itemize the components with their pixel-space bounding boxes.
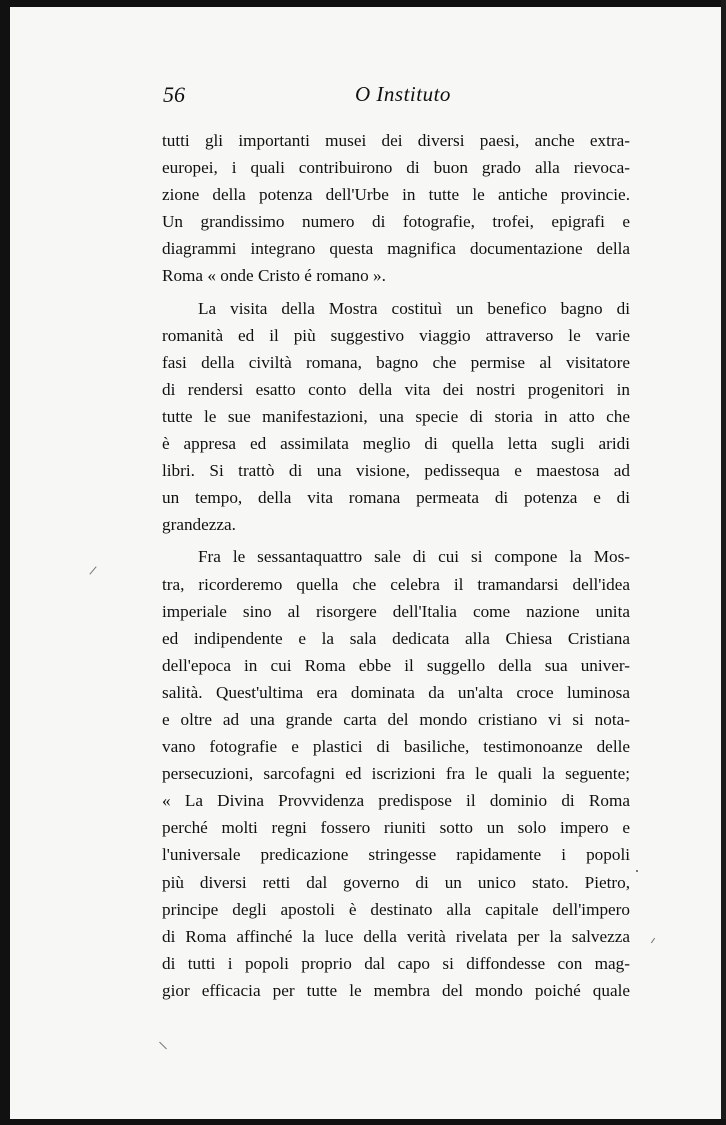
paragraph bbox=[162, 543, 630, 1004]
text-line: imperiale sino al risorgere dell'Italia come nazione unita bbox=[162, 601, 630, 621]
scan-border-top bbox=[0, 0, 726, 7]
text-line: gior efficacia per tutte le membra del mondo poiché quale bbox=[162, 980, 630, 1000]
text-line: persecuzioni, sarcofagni ed iscrizioni fra le quali la seguente; bbox=[162, 764, 630, 784]
text-line: l'universale predicazione stringesse rapidamente i popoli bbox=[162, 845, 630, 865]
text-line: vano fotografie e plastici di basiliche, testimonoanze delle bbox=[162, 737, 630, 757]
text-line: un tempo, della vita romana permeata di potenza e di bbox=[162, 488, 630, 508]
text-line: perché molti regni fossero riuniti sotto un solo impero e bbox=[162, 818, 630, 838]
scan-speck bbox=[651, 938, 655, 943]
text-line: Un grandissimo numero di fotografie, trofei, epigrafi e bbox=[162, 212, 630, 232]
text-line: europei, i quali contribuirono di buon grado alla rievoca- bbox=[162, 158, 630, 178]
text-line: La visita della Mostra costituì un benefico bagno di bbox=[198, 298, 630, 318]
paragraph bbox=[162, 295, 630, 539]
body-text bbox=[162, 127, 630, 1004]
text-line: diagrammi integrano questa magnifica documentazione della bbox=[162, 239, 630, 259]
scan-speck bbox=[89, 566, 96, 574]
text-line: ed indipendente e la sala dedicata alla Chiesa Cristiana bbox=[162, 628, 630, 648]
text-line: è appresa ed assimilata meglio di quella letta sugli aridi bbox=[162, 434, 630, 454]
page-header bbox=[163, 82, 629, 114]
scan-speck bbox=[636, 870, 638, 872]
text-line: salità. Quest'ultima era dominata da un'alta croce luminosa bbox=[162, 682, 630, 702]
text-line: « La Divina Provvidenza predispose il dominio di Roma bbox=[162, 791, 630, 811]
text-line: libri. Si trattò di una visione, pedissequa e maestosa ad bbox=[162, 461, 630, 481]
scan-speck bbox=[159, 1042, 167, 1050]
text-line: Fra le sessantaquattro sale di cui si compone la Mos- bbox=[198, 547, 630, 567]
text-line: tutte le sue manifestazioni, una specie di storia in atto che bbox=[162, 406, 630, 426]
text-line: di Roma affinché la luce della verità rivelata per la salvezza bbox=[162, 926, 630, 946]
running-title: O Instituto bbox=[355, 82, 451, 106]
text-line: fasi della civiltà romana, bagno che permise al visitatore bbox=[162, 352, 630, 372]
text-line: principe degli apostoli è destinato alla capitale dell'impero bbox=[162, 899, 630, 919]
paragraph bbox=[162, 127, 630, 290]
text-line: e oltre ad una grande carta del mondo cristiano vi si nota- bbox=[162, 709, 630, 729]
scan-border-right bbox=[721, 0, 726, 1125]
text-line: tutti gli importanti musei dei diversi paesi, anche extra- bbox=[162, 131, 630, 150]
text-line: tra, ricorderemo quella che celebra il tramandarsi dell'idea bbox=[162, 574, 630, 594]
text-line: più diversi retti dal governo di un unico stato. Pietro, bbox=[162, 872, 630, 892]
text-line: dell'epoca in cui Roma ebbe il suggello della sua univer- bbox=[162, 655, 630, 675]
text-line: di rendersi esatto conto della vita dei nostri progenitori in bbox=[162, 379, 630, 399]
text-line: romanità ed il più suggestivo viaggio attraverso le varie bbox=[162, 325, 630, 345]
text-line: Roma « onde Cristo é romano ». bbox=[162, 266, 386, 286]
text-line: grandezza. bbox=[162, 515, 236, 535]
text-line: di tutti i popoli proprio dal capo si diffondesse con mag- bbox=[162, 953, 630, 973]
scan-border-left bbox=[0, 0, 10, 1125]
scan-border-bottom bbox=[0, 1119, 726, 1125]
text-line: zione della potenza dell'Urbe in tutte le antiche provincie. bbox=[162, 185, 630, 205]
page-number: 56 bbox=[163, 82, 185, 107]
